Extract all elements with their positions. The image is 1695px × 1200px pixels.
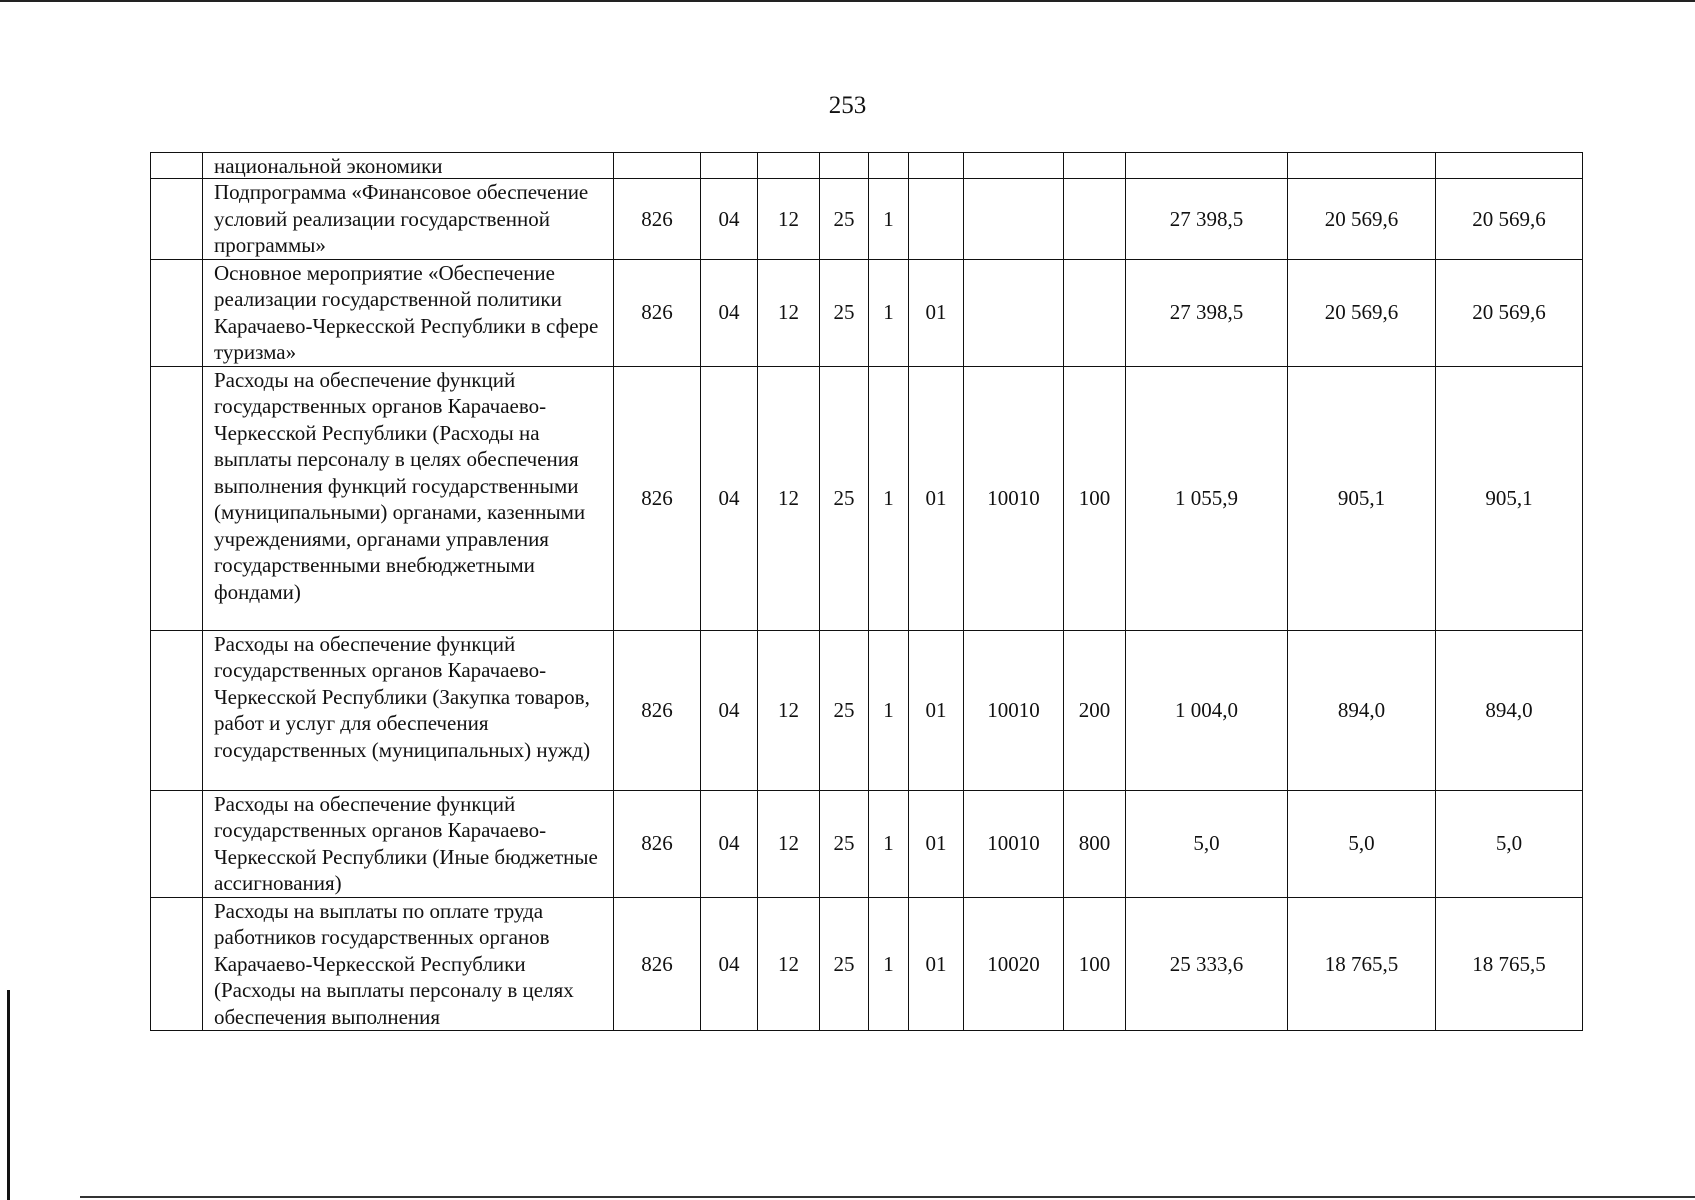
item-name-cell: Подпрограмма «Финансовое обеспечение условий реализации государственной программы» [203,179,614,260]
amount-year1-cell: 1 055,9 [1126,366,1288,630]
program-code-cell: 25 [820,366,869,630]
program-code-cell: 25 [820,179,869,260]
subsection-code-cell: 12 [758,630,820,790]
expense-type-cell [1064,259,1126,366]
section-code-cell: 04 [701,366,758,630]
subprogram-code-cell: 1 [869,259,909,366]
amount-year1-cell: 27 398,5 [1126,179,1288,260]
row-number-cell [151,153,203,179]
direction-code-cell: 10010 [964,630,1064,790]
subsection-code-cell: 12 [758,366,820,630]
amount-year1-cell: 5,0 [1126,790,1288,897]
page-number: 253 [828,92,867,119]
item-name-cell: Расходы на выплаты по оплате труда работников государственных органов Карачаево-Черкесской Республики (Расходы на выплаты персоналу в целях обеспечения выполнения [203,897,614,1031]
subsection-code-cell [758,153,820,179]
item-name-cell: Расходы на обеспечение функций государственных органов Карачаево-Черкесской Республики (Иные бюджетные ассигнования) [203,790,614,897]
row-number-cell [151,179,203,260]
ministry-code-cell [614,153,701,179]
section-code-cell: 04 [701,259,758,366]
direction-code-cell: 10010 [964,366,1064,630]
amount-year2-cell: 18 765,5 [1288,897,1436,1031]
measure-code-cell [909,153,964,179]
subsection-code-cell: 12 [758,790,820,897]
direction-code-cell [964,153,1064,179]
budget-table [150,152,1583,1031]
table-row [151,366,1583,630]
ministry-code-cell: 826 [614,259,701,366]
section-code-cell: 04 [701,897,758,1031]
direction-code-cell [964,179,1064,260]
budget-table-body [151,153,1583,1031]
amount-year2-cell: 5,0 [1288,790,1436,897]
subsection-code-cell: 12 [758,897,820,1031]
expense-type-cell: 100 [1064,366,1126,630]
expense-type-cell [1064,179,1126,260]
table-row [151,897,1583,1031]
subprogram-code-cell: 1 [869,790,909,897]
subprogram-code-cell: 1 [869,630,909,790]
direction-code-cell: 10010 [964,790,1064,897]
amount-year3-cell: 20 569,6 [1436,179,1583,260]
amount-year2-cell: 894,0 [1288,630,1436,790]
subprogram-code-cell [869,153,909,179]
amount-year2-cell: 905,1 [1288,366,1436,630]
ministry-code-cell: 826 [614,366,701,630]
scan-edge-bottom [80,1196,1695,1198]
amount-year2-cell [1288,153,1436,179]
expense-type-cell: 200 [1064,630,1126,790]
amount-year1-cell [1126,153,1288,179]
table-row [151,153,1583,179]
amount-year1-cell: 1 004,0 [1126,630,1288,790]
scan-edge-top [0,0,1695,2]
program-code-cell: 25 [820,897,869,1031]
table-row [151,790,1583,897]
amount-year3-cell: 5,0 [1436,790,1583,897]
subprogram-code-cell: 1 [869,179,909,260]
direction-code-cell: 10020 [964,897,1064,1031]
program-code-cell [820,153,869,179]
row-number-cell [151,630,203,790]
program-code-cell: 25 [820,259,869,366]
row-number-cell [151,259,203,366]
amount-year1-cell: 27 398,5 [1126,259,1288,366]
item-name-cell: Расходы на обеспечение функций государственных органов Карачаево-Черкесской Республики (Закупка товаров, работ и услуг для обеспечения государственных (муниципальных) нужд) [203,630,614,790]
amount-year2-cell: 20 569,6 [1288,179,1436,260]
amount-year3-cell: 20 569,6 [1436,259,1583,366]
amount-year3-cell: 905,1 [1436,366,1583,630]
amount-year3-cell: 18 765,5 [1436,897,1583,1031]
ministry-code-cell: 826 [614,790,701,897]
subprogram-code-cell: 1 [869,897,909,1031]
measure-code-cell: 01 [909,259,964,366]
expense-type-cell [1064,153,1126,179]
subprogram-code-cell: 1 [869,366,909,630]
section-code-cell: 04 [701,179,758,260]
table-row [151,630,1583,790]
table-row [151,259,1583,366]
row-number-cell [151,366,203,630]
ministry-code-cell: 826 [614,179,701,260]
section-code-cell: 04 [701,790,758,897]
table-row [151,179,1583,260]
subsection-code-cell: 12 [758,259,820,366]
program-code-cell: 25 [820,790,869,897]
program-code-cell: 25 [820,630,869,790]
amount-year2-cell: 20 569,6 [1288,259,1436,366]
amount-year3-cell [1436,153,1583,179]
direction-code-cell [964,259,1064,366]
item-name-cell: национальной экономики [203,153,614,179]
item-name-cell: Расходы на обеспечение функций государственных органов Карачаево-Черкесской Республики (Расходы на выплаты персоналу в целях обеспечения выполнения функций государственными (муниципальными) органами, казенными учреждениями, органами управления государственными внебюджетными фондами) [203,366,614,630]
measure-code-cell: 01 [909,366,964,630]
section-code-cell: 04 [701,630,758,790]
section-code-cell [701,153,758,179]
ministry-code-cell: 826 [614,897,701,1031]
amount-year1-cell: 25 333,6 [1126,897,1288,1031]
row-number-cell [151,897,203,1031]
row-number-cell [151,790,203,897]
item-name-cell: Основное мероприятие «Обеспечение реализации государственной политики Карачаево-Черкесской Республики в сфере туризма» [203,259,614,366]
measure-code-cell: 01 [909,897,964,1031]
subsection-code-cell: 12 [758,179,820,260]
measure-code-cell: 01 [909,790,964,897]
scan-edge-left [7,990,10,1200]
expense-type-cell: 800 [1064,790,1126,897]
expense-type-cell: 100 [1064,897,1126,1031]
amount-year3-cell: 894,0 [1436,630,1583,790]
measure-code-cell [909,179,964,260]
ministry-code-cell: 826 [614,630,701,790]
measure-code-cell: 01 [909,630,964,790]
